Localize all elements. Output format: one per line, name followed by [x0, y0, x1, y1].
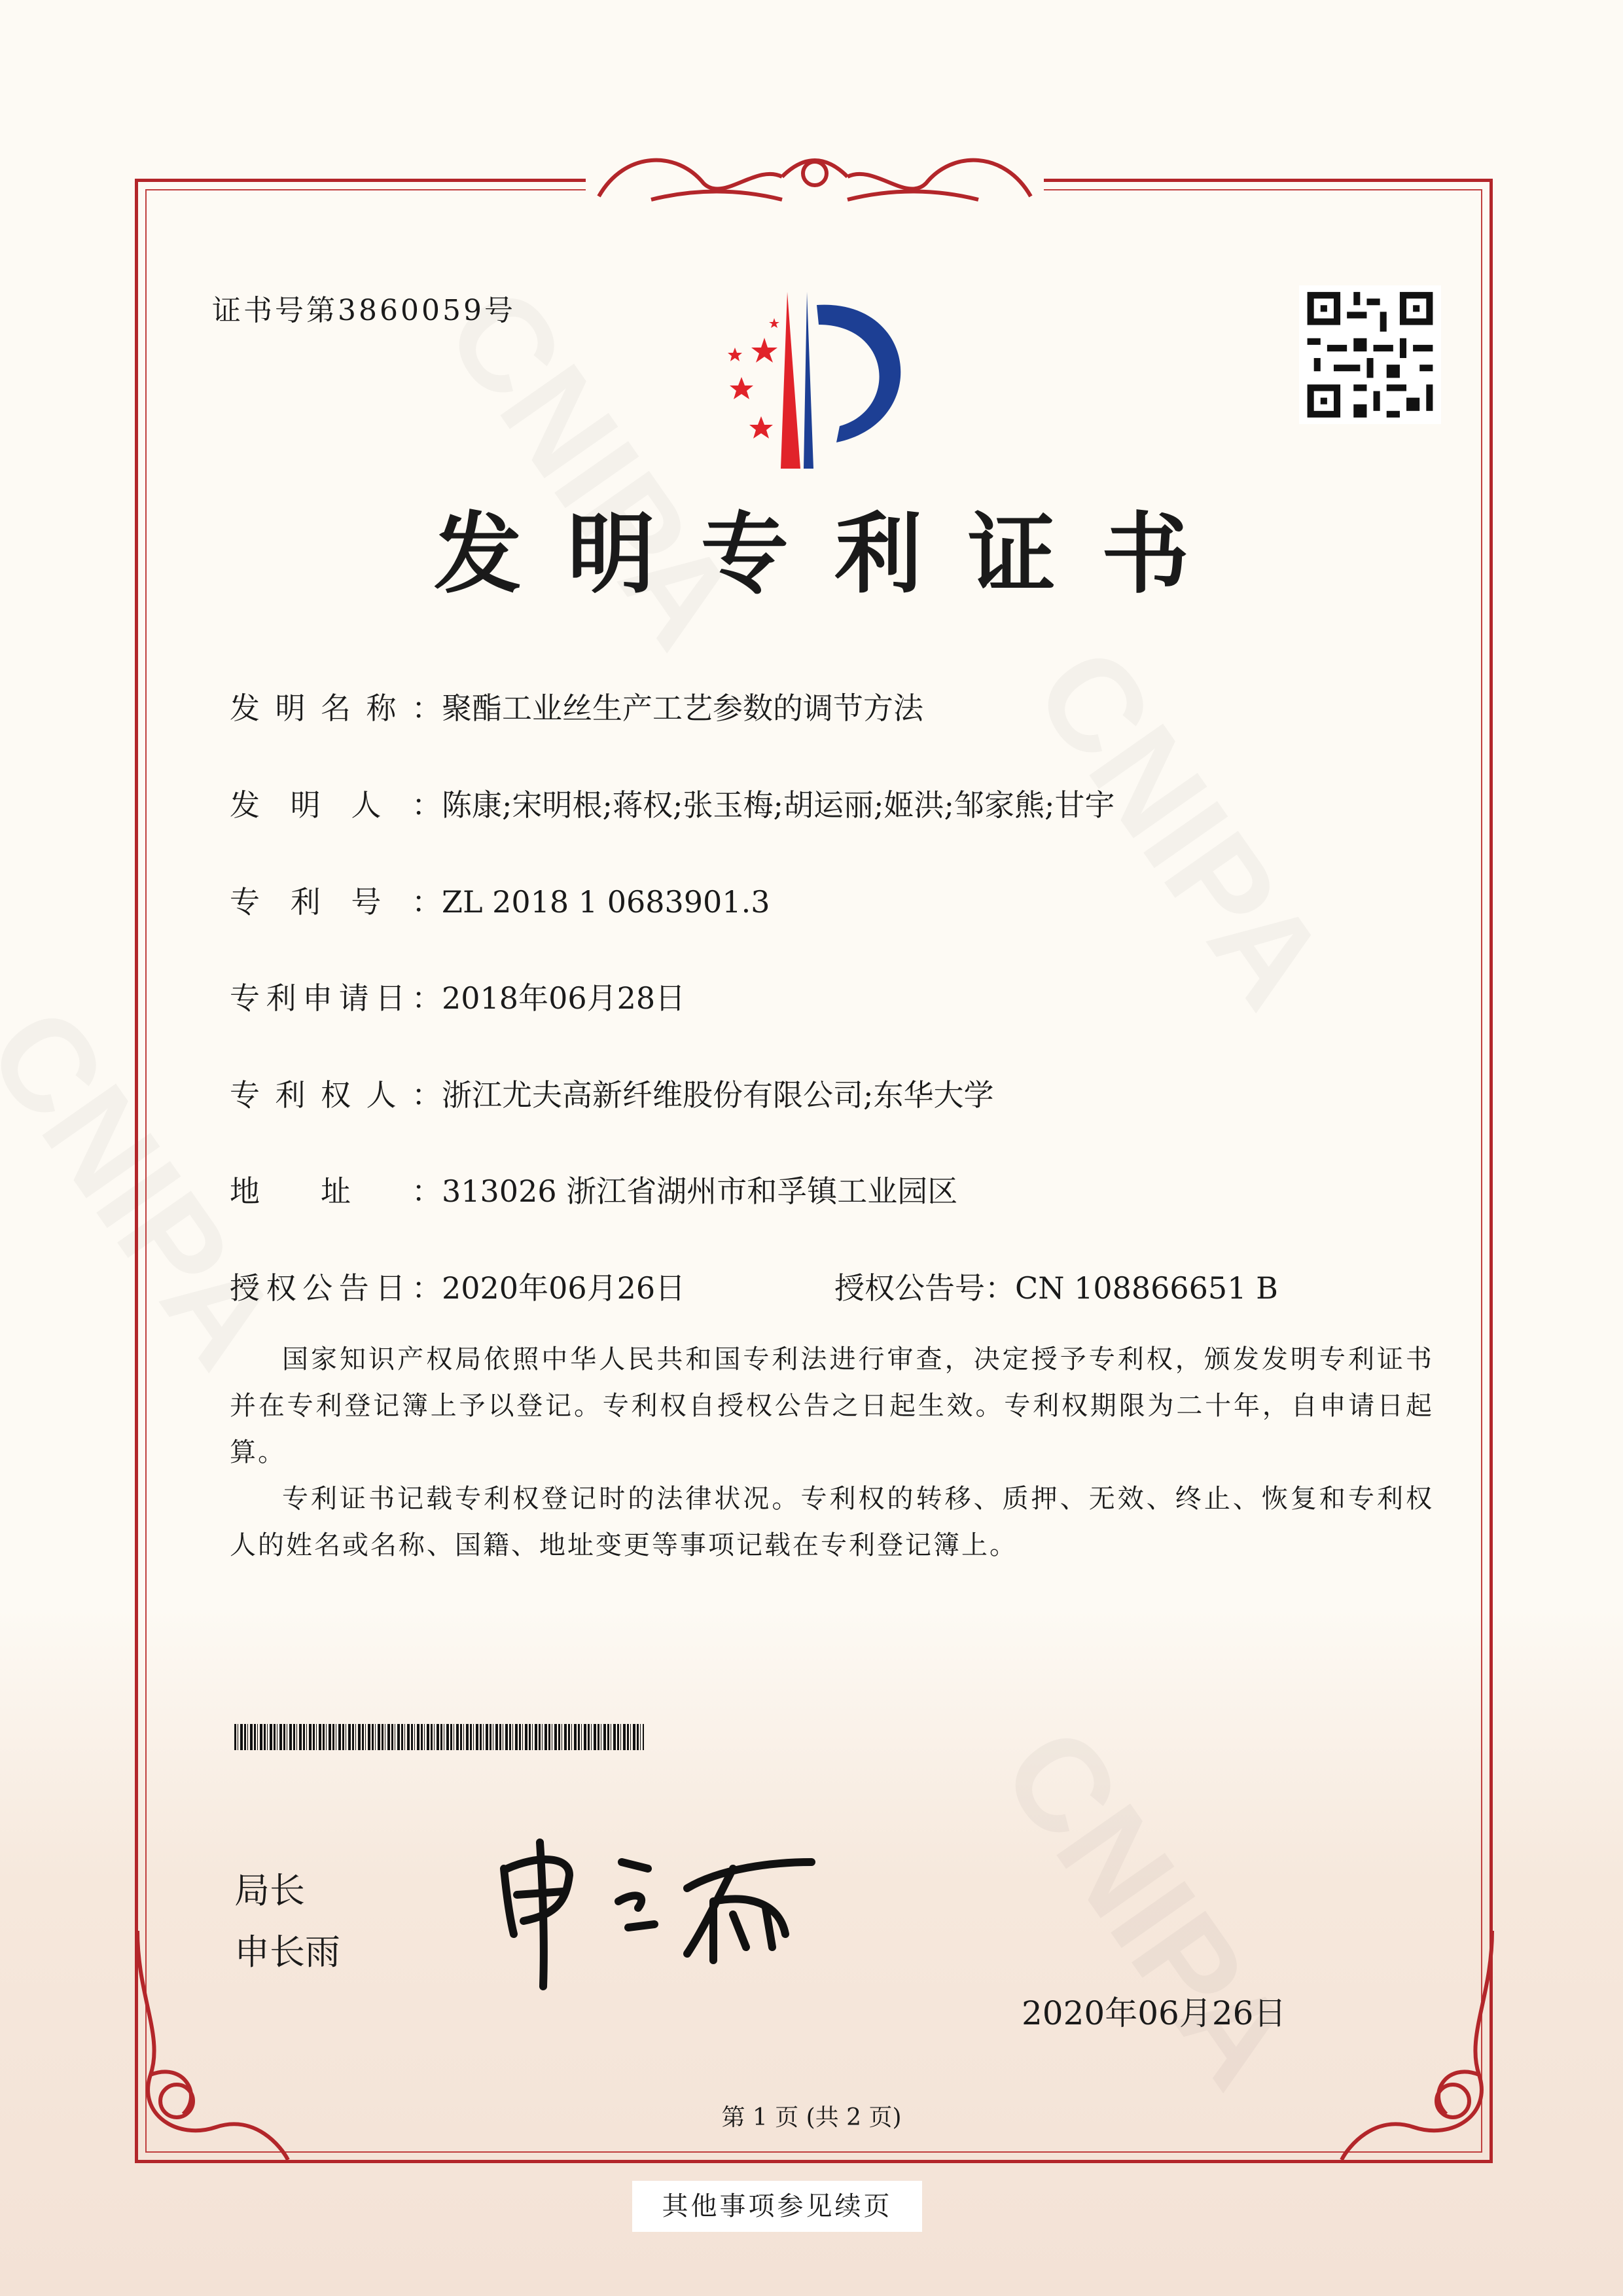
page-title: 发明专利证书: [433, 502, 1235, 605]
continuation-note: 其他事项参见续页: [632, 2181, 922, 2232]
certificate-statement: [230, 1336, 1434, 1569]
director-name: 申长雨: [234, 1931, 340, 1973]
field-value: 陈康;宋明根;蒋权;张玉梅;胡运丽;姬洪;邹家熊;甘宇: [442, 787, 1115, 823]
issue-date: 2020年06月26日: [1022, 1994, 1287, 2032]
statement-paragraph: 专利证书记载专利权登记时的法律状况。专利权的转移、质押、无效、终止、恢复和专利权人的姓名或名称、国籍、地址变更等事项记载在专利登记簿上。: [230, 1484, 1434, 1560]
cnipa-logo-icon: [702, 285, 929, 469]
field-patent-number: [230, 878, 770, 922]
field-value: 2020年06月26日: [442, 1270, 686, 1306]
field-patentee: [230, 1071, 994, 1115]
top-ornament-icon: [586, 137, 1044, 216]
field-label: 专利申请日：: [230, 980, 442, 1016]
field-label: 地址：: [230, 1174, 442, 1209]
field-value: 2018年06月28日: [442, 980, 686, 1016]
page-indicator: 第 1 页 (共 2 页): [721, 2104, 902, 2131]
field-label: 专利号：: [230, 884, 442, 920]
field-label: 专利权人：: [230, 1077, 442, 1113]
field-invention-name: [230, 685, 923, 728]
field-value: ZL 2018 1 0683901.3: [442, 884, 770, 920]
field-label: 授权公告日：: [230, 1270, 442, 1306]
signature-icon: [497, 1829, 834, 1990]
field-value: 313026 浙江省湖州市和孚镇工业园区: [442, 1174, 958, 1209]
field-value: 浙江尤夫高新纤维股份有限公司;东华大学: [442, 1077, 994, 1113]
field-inventors: [230, 781, 1115, 825]
field-label: 发明名称：: [230, 691, 442, 726]
qr-code-icon: [1299, 285, 1441, 424]
field-address: [230, 1168, 957, 1211]
barcode-icon: [234, 1724, 644, 1750]
certificate-number: 证书号第3860059号: [212, 294, 516, 327]
field-value: 聚酯工业丝生产工艺参数的调节方法: [442, 691, 923, 726]
field-grant-date: [230, 1265, 685, 1308]
statement-paragraph: 国家知识产权局依照中华人民共和国专利法进行审查，决定授予专利权，颁发发明专利证书并在专利登记簿上予以登记。专利权自授权公告之日起生效。专利权期限为二十年，自申请日起算。: [230, 1344, 1434, 1467]
field-application-date: [230, 975, 685, 1018]
director-title: 局长: [234, 1870, 305, 1911]
field-announcement-number: [834, 1265, 1278, 1308]
field-label: 授权公告号：: [834, 1270, 1015, 1306]
field-label: 发明人：: [230, 787, 442, 823]
field-value: CN 108866651 B: [1015, 1270, 1278, 1306]
